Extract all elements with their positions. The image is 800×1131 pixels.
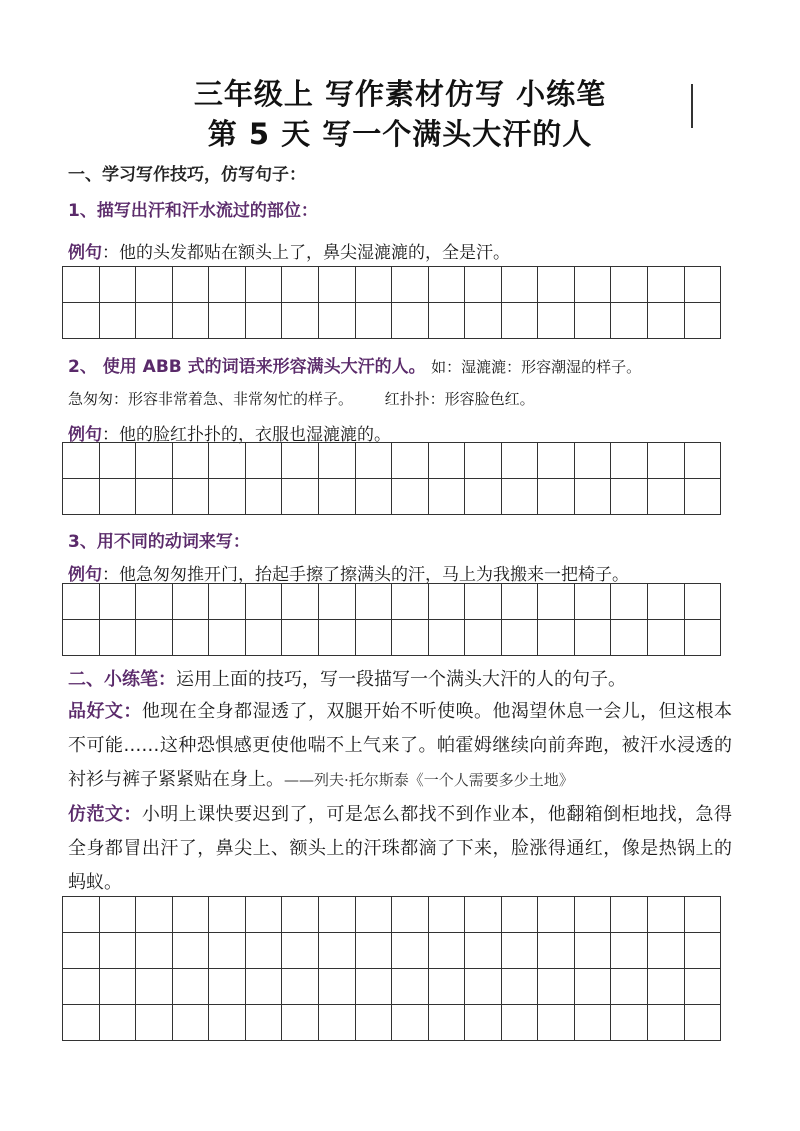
grid-cell[interactable] <box>538 303 575 339</box>
grid-cell[interactable] <box>173 933 210 969</box>
grid-row <box>63 303 721 339</box>
model-passage <box>68 798 732 900</box>
grid-cell[interactable] <box>63 969 100 1005</box>
item2-note3: 红扑扑：形容脸色红。 <box>384 390 535 408</box>
grid-cell[interactable] <box>173 443 210 479</box>
grid-cell[interactable] <box>209 933 246 969</box>
grid-cell[interactable] <box>63 897 100 933</box>
grid-cell[interactable] <box>356 969 393 1005</box>
grid-cell[interactable] <box>575 267 612 303</box>
grid-cell[interactable] <box>392 933 429 969</box>
grid-row <box>63 479 721 515</box>
grid-cell[interactable] <box>429 897 466 933</box>
grid-cell[interactable] <box>611 620 648 656</box>
item3-example <box>68 560 629 585</box>
section2-heading-line <box>68 665 626 691</box>
grid-cell[interactable] <box>136 303 173 339</box>
grid-cell[interactable] <box>173 1005 210 1041</box>
grid-cell[interactable] <box>209 267 246 303</box>
grid-cell[interactable] <box>465 933 502 969</box>
grid-cell[interactable] <box>465 620 502 656</box>
grid-cell[interactable] <box>100 443 137 479</box>
grid-cell[interactable] <box>648 620 685 656</box>
grid-cell[interactable] <box>575 933 612 969</box>
grid-cell[interactable] <box>648 897 685 933</box>
grid-cell[interactable] <box>100 479 137 515</box>
grid-cell[interactable] <box>392 620 429 656</box>
grid-cell[interactable] <box>392 267 429 303</box>
grid-cell[interactable] <box>356 584 393 620</box>
grid-cell[interactable] <box>319 479 356 515</box>
grid-cell[interactable] <box>173 479 210 515</box>
grid-cell[interactable] <box>100 897 137 933</box>
grid-cell[interactable] <box>538 897 575 933</box>
grid-cell[interactable] <box>282 479 319 515</box>
grid-cell[interactable] <box>575 1005 612 1041</box>
grid-cell[interactable] <box>319 1005 356 1041</box>
grid-cell[interactable] <box>63 443 100 479</box>
grid-cell[interactable] <box>685 1005 722 1041</box>
grid-cell[interactable] <box>538 969 575 1005</box>
grid-cell[interactable] <box>465 303 502 339</box>
grid-cell[interactable] <box>538 479 575 515</box>
grid-cell[interactable] <box>648 969 685 1005</box>
grid-cell[interactable] <box>136 479 173 515</box>
grid-cell[interactable] <box>173 267 210 303</box>
grid-cell[interactable] <box>136 620 173 656</box>
grid-cell[interactable] <box>319 933 356 969</box>
grid-cell[interactable] <box>429 1005 466 1041</box>
grid-cell[interactable] <box>392 584 429 620</box>
grid-cell[interactable] <box>648 303 685 339</box>
grid-cell[interactable] <box>356 1005 393 1041</box>
grid-row <box>63 620 721 656</box>
grid-cell[interactable] <box>63 303 100 339</box>
item2-heading: 2、 使用 ABB 式的词语来形容满头大汗的人。 <box>68 357 426 377</box>
grid-cell[interactable] <box>429 584 466 620</box>
grid-cell[interactable] <box>136 584 173 620</box>
grid-cell[interactable] <box>685 303 722 339</box>
grid-cell[interactable] <box>611 267 648 303</box>
grid-cell[interactable] <box>502 1005 539 1041</box>
grid-cell[interactable] <box>611 584 648 620</box>
grid-cell[interactable] <box>465 443 502 479</box>
grid-cell[interactable] <box>429 443 466 479</box>
item3-heading: 3、用不同的动词来写： <box>68 532 250 552</box>
grid-cell[interactable] <box>319 267 356 303</box>
example-label: 例句 <box>68 565 102 585</box>
grid-cell[interactable] <box>429 933 466 969</box>
grid-cell[interactable] <box>173 969 210 1005</box>
section1-heading: 一、学习写作技巧，仿写句子： <box>68 165 306 185</box>
grid-cell[interactable] <box>538 267 575 303</box>
grid-cell[interactable] <box>63 1005 100 1041</box>
example-text: ：他的脸红扑扑的，衣服也湿漉漉的。 <box>102 425 391 445</box>
grid-cell[interactable] <box>685 620 722 656</box>
grid-cell[interactable] <box>246 303 283 339</box>
item2-heading-line <box>68 352 641 377</box>
grid-cell[interactable] <box>63 584 100 620</box>
grid-cell[interactable] <box>246 620 283 656</box>
grid-cell[interactable] <box>136 267 173 303</box>
grid-cell[interactable] <box>356 933 393 969</box>
grid-cell[interactable] <box>209 479 246 515</box>
grid-cell[interactable] <box>502 620 539 656</box>
grid-cell[interactable] <box>538 620 575 656</box>
grid-cell[interactable] <box>209 443 246 479</box>
grid-cell[interactable] <box>282 584 319 620</box>
grid-cell[interactable] <box>136 1005 173 1041</box>
grid-cell[interactable] <box>100 969 137 1005</box>
grid-cell[interactable] <box>392 443 429 479</box>
example-text: ：他急匆匆推开门，抬起手擦了擦满头的汗，马上为我搬来一把椅子。 <box>102 565 629 585</box>
grid-cell[interactable] <box>465 584 502 620</box>
grid-row <box>63 1005 721 1041</box>
grid-cell[interactable] <box>209 897 246 933</box>
grid-cell[interactable] <box>502 897 539 933</box>
grid-cell[interactable] <box>136 897 173 933</box>
grid-cell[interactable] <box>282 620 319 656</box>
grid-cell[interactable] <box>246 933 283 969</box>
grid-cell[interactable] <box>611 303 648 339</box>
grid-cell[interactable] <box>209 584 246 620</box>
grid-cell[interactable] <box>429 267 466 303</box>
grid-cell[interactable] <box>575 479 612 515</box>
grid-cell[interactable] <box>575 897 612 933</box>
margin-mark <box>691 84 693 128</box>
grid-cell[interactable] <box>136 443 173 479</box>
grid-cell[interactable] <box>429 620 466 656</box>
grid-cell[interactable] <box>502 969 539 1005</box>
grid-cell[interactable] <box>246 584 283 620</box>
grid-cell[interactable] <box>246 443 283 479</box>
grid-cell[interactable] <box>392 479 429 515</box>
grid-cell[interactable] <box>63 620 100 656</box>
grid-cell[interactable] <box>282 1005 319 1041</box>
grid-cell[interactable] <box>282 303 319 339</box>
grid-cell[interactable] <box>502 479 539 515</box>
grid-cell[interactable] <box>465 479 502 515</box>
grid-cell[interactable] <box>209 969 246 1005</box>
grid-cell[interactable] <box>356 267 393 303</box>
model-label: 仿范文： <box>68 804 142 825</box>
grid-cell[interactable] <box>685 479 722 515</box>
grid-row <box>63 897 721 933</box>
grid-cell[interactable] <box>465 897 502 933</box>
grid-cell[interactable] <box>575 620 612 656</box>
grid-cell[interactable] <box>246 1005 283 1041</box>
grid-cell[interactable] <box>392 303 429 339</box>
grid-cell[interactable] <box>63 267 100 303</box>
model-text: 小明上课快要迟到了，可是怎么都找不到作业本，他翻箱倒柜地找，急得全身都冒出汗了，鼻尖上、额头上的汗珠都滴了下来，脸涨得通红，像是热锅上的蚂蚁。 <box>68 804 732 893</box>
grid-cell[interactable] <box>465 1005 502 1041</box>
grid-cell[interactable] <box>356 443 393 479</box>
grid-cell[interactable] <box>685 969 722 1005</box>
grid-cell[interactable] <box>502 584 539 620</box>
grid-cell[interactable] <box>575 443 612 479</box>
grid-cell[interactable] <box>246 969 283 1005</box>
grid-cell[interactable] <box>319 897 356 933</box>
grid-cell[interactable] <box>63 933 100 969</box>
grid-cell[interactable] <box>282 443 319 479</box>
grid-cell[interactable] <box>136 933 173 969</box>
grid-cell[interactable] <box>429 303 466 339</box>
grid-cell[interactable] <box>282 969 319 1005</box>
grid-cell[interactable] <box>356 303 393 339</box>
grid-cell[interactable] <box>100 1005 137 1041</box>
grid-cell[interactable] <box>648 933 685 969</box>
grid-cell[interactable] <box>685 267 722 303</box>
grid-cell[interactable] <box>100 620 137 656</box>
grid-cell[interactable] <box>100 584 137 620</box>
writing-grid-3[interactable] <box>62 583 721 656</box>
grid-cell[interactable] <box>173 620 210 656</box>
grid-cell[interactable] <box>319 443 356 479</box>
grid-cell[interactable] <box>611 1005 648 1041</box>
grid-cell[interactable] <box>173 303 210 339</box>
grid-cell[interactable] <box>392 1005 429 1041</box>
grid-cell[interactable] <box>173 584 210 620</box>
grid-cell[interactable] <box>246 897 283 933</box>
grid-cell[interactable] <box>648 267 685 303</box>
item1-heading: 1、描写出汗和汗水流过的部位： <box>68 201 318 221</box>
grid-cell[interactable] <box>611 933 648 969</box>
good-passage <box>68 695 732 797</box>
grid-cell[interactable] <box>685 897 722 933</box>
grid-cell[interactable] <box>429 969 466 1005</box>
grid-cell[interactable] <box>63 479 100 515</box>
grid-cell[interactable] <box>648 479 685 515</box>
grid-cell[interactable] <box>611 479 648 515</box>
grid-cell[interactable] <box>136 969 173 1005</box>
grid-cell[interactable] <box>100 933 137 969</box>
good-source: ——列夫·托尔斯泰《一个人需要多少土地》 <box>284 771 574 789</box>
example-label: 例句 <box>68 425 102 445</box>
grid-cell[interactable] <box>575 969 612 1005</box>
item2-note1: 如：湿漉漉：形容潮湿的样子。 <box>431 358 642 376</box>
grid-cell[interactable] <box>100 303 137 339</box>
grid-cell[interactable] <box>538 1005 575 1041</box>
section2-heading: 二、小练笔： <box>68 669 176 690</box>
grid-cell[interactable] <box>319 584 356 620</box>
grid-cell[interactable] <box>575 584 612 620</box>
worksheet-subtitle: 第 5 天 写一个满头大汗的人 <box>207 117 593 151</box>
grid-cell[interactable] <box>209 620 246 656</box>
grid-cell[interactable] <box>611 443 648 479</box>
grid-cell[interactable] <box>319 620 356 656</box>
grid-cell[interactable] <box>282 897 319 933</box>
grid-cell[interactable] <box>648 584 685 620</box>
grid-cell[interactable] <box>575 303 612 339</box>
writing-grid-1[interactable] <box>62 266 721 339</box>
item1-example <box>68 238 510 263</box>
grid-row <box>63 584 721 620</box>
grid-row <box>63 443 721 479</box>
item2-note2: 急匆匆：形容非常着急、非常匆忙的样子。 <box>68 390 354 408</box>
grid-cell[interactable] <box>246 479 283 515</box>
grid-row <box>63 933 721 969</box>
grid-row <box>63 969 721 1005</box>
section2-instruction: 运用上面的技巧，写一段描写一个满头大汗的人的句子。 <box>176 669 626 690</box>
grid-cell[interactable] <box>465 267 502 303</box>
grid-cell[interactable] <box>356 897 393 933</box>
grid-cell[interactable] <box>282 267 319 303</box>
grid-cell[interactable] <box>209 303 246 339</box>
example-label: 例句 <box>68 243 102 263</box>
grid-cell[interactable] <box>429 479 466 515</box>
grid-cell[interactable] <box>392 969 429 1005</box>
grid-cell[interactable] <box>502 303 539 339</box>
grid-cell[interactable] <box>611 969 648 1005</box>
grid-cell[interactable] <box>356 479 393 515</box>
grid-cell[interactable] <box>685 933 722 969</box>
item2-notes <box>68 388 535 409</box>
grid-cell[interactable] <box>319 969 356 1005</box>
grid-cell[interactable] <box>648 443 685 479</box>
grid-cell[interactable] <box>392 897 429 933</box>
grid-cell[interactable] <box>502 933 539 969</box>
grid-cell[interactable] <box>173 897 210 933</box>
worksheet-title: 三年级上 写作素材仿写 小练笔 <box>193 77 607 111</box>
grid-cell[interactable] <box>611 897 648 933</box>
grid-cell[interactable] <box>685 443 722 479</box>
grid-cell[interactable] <box>465 969 502 1005</box>
grid-cell[interactable] <box>246 267 283 303</box>
grid-row <box>63 267 721 303</box>
writing-grid-4[interactable] <box>62 896 721 1041</box>
good-text: 他现在全身都湿透了，双腿开始不听使唤。他渴望休息一会儿，但这根本不可能……这种恐惧感更使他喘不上气来了。帕霍姆继续向前奔跑，被汗水浸透的衬衫与裤子紧紧贴在身上。 <box>68 701 732 790</box>
grid-cell[interactable] <box>319 303 356 339</box>
grid-cell[interactable] <box>685 584 722 620</box>
good-label: 品好文： <box>68 701 142 722</box>
grid-cell[interactable] <box>502 443 539 479</box>
grid-cell[interactable] <box>538 443 575 479</box>
writing-grid-2[interactable] <box>62 442 721 515</box>
grid-cell[interactable] <box>538 584 575 620</box>
grid-cell[interactable] <box>502 267 539 303</box>
grid-cell[interactable] <box>356 620 393 656</box>
grid-cell[interactable] <box>538 933 575 969</box>
grid-cell[interactable] <box>282 933 319 969</box>
grid-cell[interactable] <box>648 1005 685 1041</box>
example-text: ：他的头发都贴在额头上了，鼻尖湿漉漉的，全是汗。 <box>102 243 510 263</box>
grid-cell[interactable] <box>100 267 137 303</box>
grid-cell[interactable] <box>209 1005 246 1041</box>
